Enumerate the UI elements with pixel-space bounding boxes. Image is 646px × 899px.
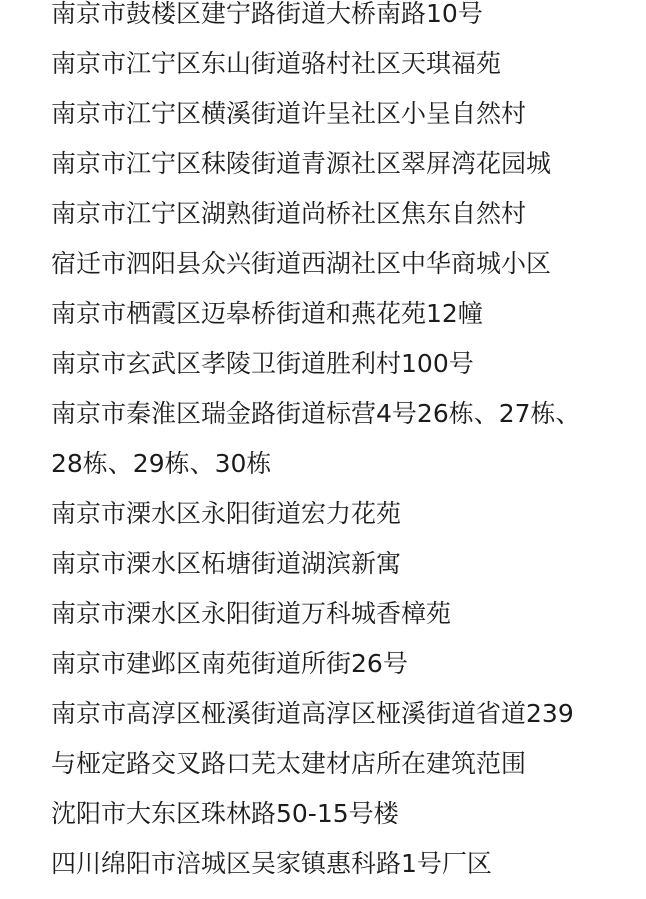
address-line: 南京市溧水区柘塘街道湖滨新寓 xyxy=(51,549,402,578)
address-line-continuation: 与桠定路交叉路口芜太建材店所在建筑范围 xyxy=(51,749,527,778)
address-line: 南京市江宁区湖熟街道尚桥社区焦东自然村 xyxy=(51,199,527,228)
address-line: 南京市秦淮区瑞金路街道标营4号26栋、27栋、 xyxy=(51,399,581,428)
address-line: 南京市鼓楼区建宁路街道大桥南路10号 xyxy=(51,0,483,28)
address-line: 四川绵阳市涪城区吴家镇惠科路1号厂区 xyxy=(51,849,492,878)
address-line: 南京市溧水区永阳街道万科城香樟苑 xyxy=(51,599,452,628)
address-line: 南京市溧水区永阳街道宏力花苑 xyxy=(51,499,402,528)
address-line: 南京市江宁区横溪街道许呈社区小呈自然村 xyxy=(51,99,527,128)
address-line: 南京市玄武区孝陵卫街道胜利村100号 xyxy=(51,349,474,378)
address-line: 南京市高淳区桠溪街道高淳区桠溪街道省道239 xyxy=(51,699,574,728)
address-line: 南京市建邺区南苑街道所街26号 xyxy=(51,649,408,678)
address-line: 南京市江宁区东山街道骆村社区天琪福苑 xyxy=(51,49,502,78)
address-line: 南京市栖霞区迈皋桥街道和燕花苑12幢 xyxy=(51,299,483,328)
address-line-continuation: 28栋、29栋、30栋 xyxy=(51,449,272,478)
address-list xyxy=(51,0,631,889)
address-line: 南京市江宁区秣陵街道青源社区翠屏湾花园城 xyxy=(51,149,552,178)
address-line: 沈阳市大东区珠林路50-15号楼 xyxy=(51,799,399,828)
address-line: 宿迁市泗阳县众兴街道西湖社区中华商城小区 xyxy=(51,249,552,278)
